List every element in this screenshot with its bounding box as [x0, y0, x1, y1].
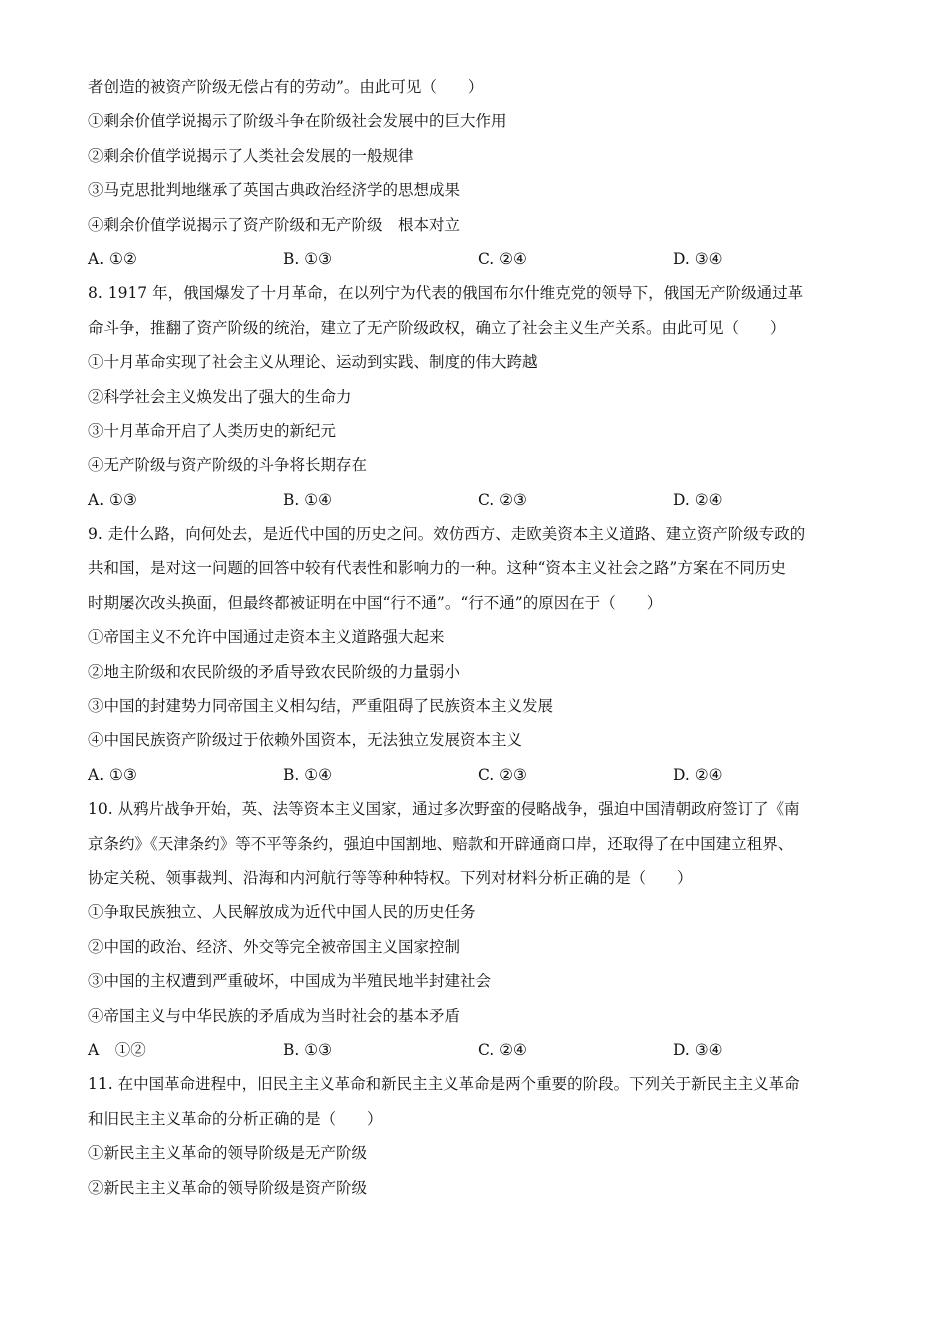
option-b[interactable]: B. ①④: [283, 765, 333, 784]
question-9: [88, 517, 868, 792]
option-d[interactable]: D. ②④: [673, 765, 723, 784]
statement-item: ②新民主主义革命的领导阶级是资产阶级: [88, 1178, 368, 1197]
option-b[interactable]: B. ①③: [283, 1040, 333, 1059]
option-c[interactable]: C. ②④: [478, 249, 527, 268]
question-11: [88, 1067, 868, 1205]
option-c[interactable]: C. ②④: [478, 1040, 527, 1059]
statement-item: ③中国的封建势力同帝国主义相勾结，严重阻碍了民族资本主义发展: [88, 697, 554, 716]
question-10: [88, 792, 868, 1067]
answer-options: [88, 1033, 868, 1067]
statement-item: ①帝国主义不允许中国通过走资本主义道路强大起来: [88, 628, 445, 647]
statement-item: ②中国的政治、经济、外交等完全被帝国主义国家控制: [88, 937, 461, 956]
question-stem-line: 者创造的被资产阶级无偿占有的劳动”。由此可见（ ）: [88, 78, 484, 96]
statement-item: ④中国民族资产阶级过于依赖外国资本，无法独立发展资本主义: [88, 731, 523, 750]
question-stem-line: 协定关税、领事裁判、沿海和内河航行等等种种特权。下列对材料分析正确的是（ ）: [88, 868, 693, 887]
exam-page: [88, 70, 868, 1205]
question-stem-line: 11. 在中国革命进程中，旧民主主义革命和新民主主义革命是两个重要的阶段。下列关于新民主主义革命: [88, 1075, 800, 1094]
question-8: [88, 276, 868, 517]
option-a[interactable]: A. ①②: [88, 249, 137, 268]
answer-options: [88, 483, 868, 517]
option-a[interactable]: A ①②: [88, 1040, 146, 1059]
statement-item: ①争取民族独立、人民解放成为近代中国人民的历史任务: [88, 903, 476, 922]
statement-item: ①十月革命实现了社会主义从理论、运动到实践、制度的伟大跨越: [88, 353, 538, 372]
statement-item: ④帝国主义与中华民族的矛盾成为当时社会的基本矛盾: [88, 1006, 461, 1025]
option-c[interactable]: C. ②③: [478, 765, 527, 784]
question-stem-line: 和旧民主主义革命的分析正确的是（ ）: [88, 1109, 383, 1128]
option-a[interactable]: A. ①③: [88, 765, 137, 784]
option-d[interactable]: D. ③④: [673, 249, 723, 268]
option-b[interactable]: B. ①③: [283, 249, 333, 268]
question-stem-line: 命斗争，推翻了资产阶级的统治，建立了无产阶级政权，确立了社会主义生产关系。由此可见（ ）: [88, 318, 786, 337]
statement-item: ②剩余价值学说揭示了人类社会发展的一般规律: [88, 146, 414, 165]
question-stem-line: 8. 1917 年，俄国爆发了十月革命，在以列宁为代表的俄国布尔什维克党的领导下，俄国无产阶级通过革: [88, 284, 804, 303]
statement-item: ②地主阶级和农民阶级的矛盾导致农民阶级的力量弱小: [88, 662, 461, 681]
statement-item: ③中国的主权遭到严重破坏，中国成为半殖民地半封建社会: [88, 972, 492, 991]
option-c[interactable]: C. ②③: [478, 490, 527, 509]
option-d[interactable]: D. ②④: [673, 490, 723, 509]
answer-options: [88, 758, 868, 792]
statement-item: ②科学社会主义焕发出了强大的生命力: [88, 387, 352, 406]
question-stem-line: 时期屡次改头换面，但最终都被证明在中国“行不通”。“行不通”的原因在于（ ）: [88, 593, 663, 612]
statement-item: ③马克思批判地继承了英国古典政治经济学的思想成果: [88, 181, 461, 200]
question-stem-line: 9. 走什么路，向何处去，是近代中国的历史之问。效仿西方、走欧美资本主义道路、建立资产阶级专政的: [88, 525, 806, 544]
statement-item: ④剩余价值学说揭示了资产阶级和无产阶级 根本对立: [88, 215, 461, 234]
question-stem-line: 共和国，是对这一问题的回答中较有代表性和影响力的一种。这种“资本主义社会之路”方案在不同历史: [88, 559, 786, 578]
statement-item: ③十月革命开启了人类历史的新纪元: [88, 421, 337, 440]
question-stem-line: 京条约》《天津条约》等不平等条约，强迫中国割地、赔款和开辟通商口岸，还取得了在中国建立租界、: [88, 834, 794, 853]
statement-item: ④无产阶级与资产阶级的斗争将长期存在: [88, 456, 368, 475]
statement-item: ①剩余价值学说揭示了阶级斗争在阶级社会发展中的巨大作用: [88, 112, 507, 131]
option-a[interactable]: A. ①③: [88, 490, 137, 509]
option-b[interactable]: B. ①④: [283, 490, 333, 509]
option-d[interactable]: D. ③④: [673, 1040, 723, 1059]
answer-options: [88, 242, 868, 276]
question-stem-line: 10. 从鸦片战争开始，英、法等资本主义国家，通过多次野蛮的侵略战争，强迫中国清朝政府签订了《南: [88, 800, 800, 819]
statement-item: ①新民主主义革命的领导阶级是无产阶级: [88, 1144, 368, 1163]
question-7: [88, 70, 868, 276]
